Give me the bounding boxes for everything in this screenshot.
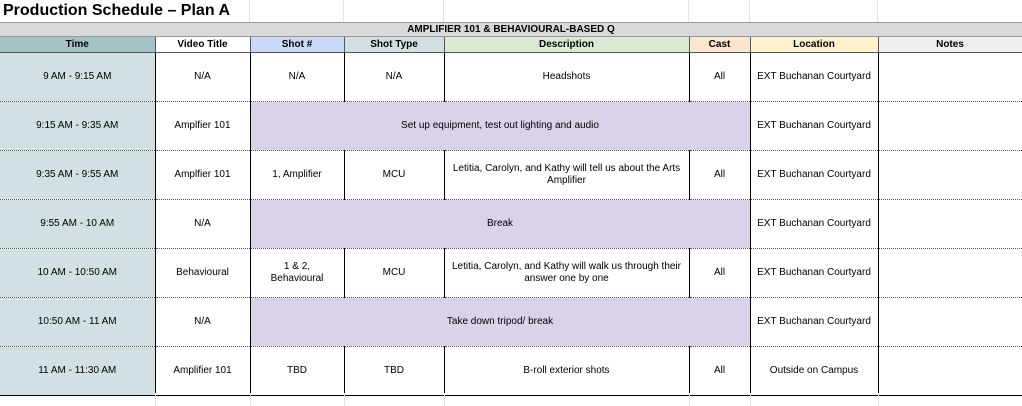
time-cell[interactable]: 11 AM - 11:30 AM [0, 347, 155, 396]
table-row [0, 200, 1022, 249]
grid-divider [443, 0, 444, 22]
video-title-cell[interactable]: N/A [155, 298, 250, 347]
schedule-table [0, 37, 1022, 396]
description-cell[interactable]: Letitia, Carolyn, and Kathy will walk us through their answer one by one [444, 249, 689, 298]
video-title-cell[interactable]: N/A [155, 200, 250, 249]
time-cell[interactable]: 9:55 AM - 10 AM [0, 200, 155, 249]
location-cell[interactable]: EXT Buchanan Courtyard [750, 298, 878, 347]
shot-type-cell[interactable]: MCU [344, 249, 444, 298]
notes-cell[interactable] [878, 200, 1022, 249]
location-cell[interactable]: EXT Buchanan Courtyard [750, 151, 878, 200]
column-header-shot-type[interactable]: Shot Type [344, 37, 444, 53]
shot-type-cell[interactable]: TBD [344, 347, 444, 396]
notes-cell[interactable] [878, 102, 1022, 151]
header-row [0, 37, 1022, 53]
video-title-cell[interactable]: Amplfier 101 [155, 102, 250, 151]
location-cell[interactable]: Outside on Campus [750, 347, 878, 396]
video-title-cell[interactable]: Behavioural [155, 249, 250, 298]
time-cell[interactable]: 10:50 AM - 11 AM [0, 298, 155, 347]
time-cell[interactable]: 9:15 AM - 9:35 AM [0, 102, 155, 151]
time-cell[interactable]: 9:35 AM - 9:55 AM [0, 151, 155, 200]
column-header-description[interactable]: Description [444, 37, 689, 53]
column-header-location[interactable]: Location [750, 37, 878, 53]
shot-type-cell[interactable]: N/A [344, 53, 444, 102]
column-header-notes[interactable]: Notes [878, 37, 1022, 53]
cast-cell[interactable]: All [689, 249, 750, 298]
video-title-cell[interactable]: Amplfier 101 [155, 151, 250, 200]
column-header-time[interactable]: Time [0, 37, 155, 53]
video-title-cell[interactable]: N/A [155, 53, 250, 102]
title-row [0, 0, 1022, 23]
notes-cell[interactable] [878, 53, 1022, 102]
cast-cell[interactable]: All [689, 347, 750, 396]
merged-activity-cell[interactable]: Break [250, 200, 750, 249]
table-row [0, 53, 1022, 102]
shot-number-cell[interactable]: 1 & 2, Behavioural [250, 249, 344, 298]
grid-divider [877, 0, 878, 22]
location-cell[interactable]: EXT Buchanan Courtyard [750, 102, 878, 151]
merged-activity-cell[interactable]: Take down tripod/ break [250, 298, 750, 347]
schedule-body [0, 53, 1022, 396]
column-header-shot-number[interactable]: Shot # [250, 37, 344, 53]
time-cell[interactable]: 9 AM - 9:15 AM [0, 53, 155, 102]
section-banner[interactable]: AMPLIFIER 101 & BEHAVIOURAL-BASED Q [0, 22, 1022, 37]
description-cell[interactable]: B-roll exterior shots [444, 347, 689, 396]
cast-cell[interactable]: All [689, 53, 750, 102]
table-row [0, 298, 1022, 347]
video-title-cell[interactable]: Amplifier 101 [155, 347, 250, 396]
notes-cell[interactable] [878, 151, 1022, 200]
shot-number-cell[interactable]: TBD [250, 347, 344, 396]
grid-divider [343, 0, 344, 22]
grid-divider [749, 0, 750, 22]
table-row [0, 249, 1022, 298]
table-row [0, 151, 1022, 200]
location-cell[interactable]: EXT Buchanan Courtyard [750, 249, 878, 298]
shot-type-cell[interactable]: MCU [344, 151, 444, 200]
description-cell[interactable]: Letitia, Carolyn, and Kathy will tell us about the Arts Amplifier [444, 151, 689, 200]
shot-number-cell[interactable]: N/A [250, 53, 344, 102]
description-cell[interactable]: Headshots [444, 53, 689, 102]
shot-number-cell[interactable]: 1, Amplifier [250, 151, 344, 200]
sheet-title[interactable]: Production Schedule – Plan A [3, 2, 230, 19]
column-header-video-title[interactable]: Video Title [155, 37, 250, 53]
column-header-cast[interactable]: Cast [689, 37, 750, 53]
notes-cell[interactable] [878, 249, 1022, 298]
location-cell[interactable]: EXT Buchanan Courtyard [750, 53, 878, 102]
empty-row-strip [0, 393, 1022, 406]
notes-cell[interactable] [878, 298, 1022, 347]
table-row [0, 347, 1022, 396]
time-cell[interactable]: 10 AM - 10:50 AM [0, 249, 155, 298]
location-cell[interactable]: EXT Buchanan Courtyard [750, 200, 878, 249]
grid-divider [688, 0, 689, 22]
merged-activity-cell[interactable]: Set up equipment, test out lighting and audio [250, 102, 750, 151]
table-row [0, 102, 1022, 151]
grid-divider [249, 0, 250, 22]
cast-cell[interactable]: All [689, 151, 750, 200]
notes-cell[interactable] [878, 347, 1022, 396]
